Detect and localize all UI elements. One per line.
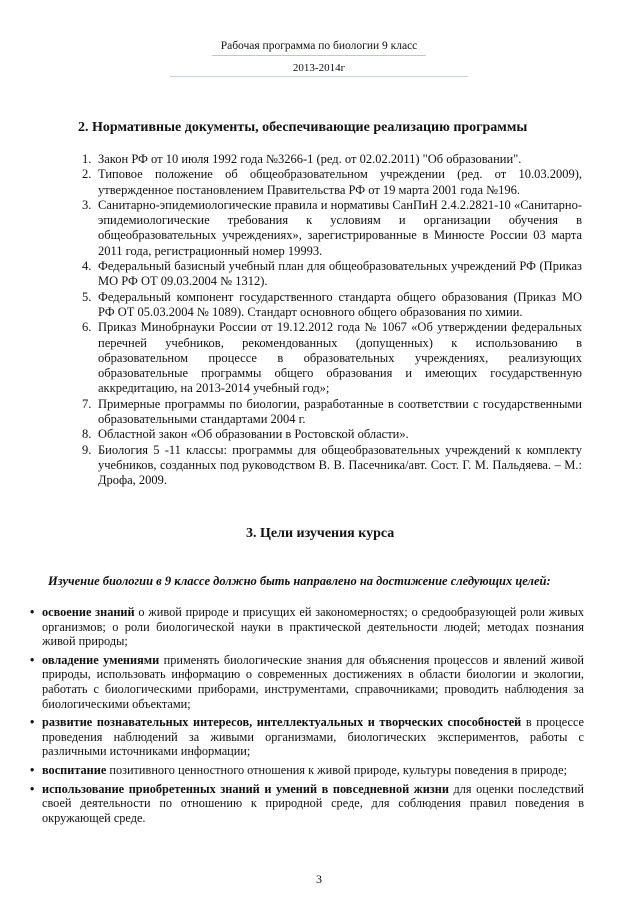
- list-number: 3.: [82, 197, 92, 212]
- goal-keyword: развитие познавательных интересов, интеллектуальных и творческих способностей: [42, 715, 522, 730]
- list-item: [66, 167, 582, 198]
- list-item: [66, 397, 582, 428]
- list-item: [30, 715, 585, 759]
- goal-text: для оценки последствий своей деятельности по отношению к природной среде, для соблюдения правил поведения в окружающей среде.: [42, 781, 584, 825]
- goals-intro: Изучение биологии в 9 классе должно быть направлено на достижение следующих целей:: [48, 574, 551, 588]
- list-item: [66, 152, 582, 167]
- goal-text: о живой природе и присущих ей закономерностях; о средообразующей роли живых организмов; о роли биологической науки в практической деятельности людей; методах познания живой природы;: [42, 605, 584, 649]
- list-number: 6.: [82, 320, 92, 335]
- goal-keyword: овладение умениями: [42, 652, 160, 667]
- list-item: [66, 443, 582, 489]
- list-item: [66, 427, 582, 442]
- list-number: 5.: [82, 289, 92, 304]
- list-item-text: Биология 5 -11 классы: программы для общеобразовательных учреждений к комплекту учебников, созданных под руководством В. В. Пасечника/авт. Сост. Г. М. Пальдяева. – М.: Дрофа, 2009.: [98, 442, 582, 488]
- list-item-text: Областной закон «Об образовании в Ростовской области».: [98, 427, 409, 442]
- section-heading-normative: 2. Нормативные документы, обеспечивающие реализацию программы: [78, 120, 528, 135]
- list-item-text: Закон РФ от 10 июля 1992 года №3266-1 (ред. от 02.02.2011) "Об образовании".: [98, 152, 522, 166]
- list-item-text: Примерные программы по биологии, разработанные в соответствии с государственными образовательными стандартами 2004 г.: [98, 396, 582, 427]
- goal-keyword: воспитание: [42, 762, 107, 777]
- header-divider: [212, 55, 426, 56]
- list-item: [30, 781, 584, 826]
- list-item-text: Санитарно-эпидемиологические правила и нормативы СанПиН 2.4.2.2821-10 «Санитарно-эпидемиологические требования к условиям и организации обучения в общеобразовательных учреждениях», зарегистрированные в Минюсте России 03 марта 2011 года, регистрационный номер 19993.: [98, 197, 582, 258]
- list-item: [66, 290, 582, 321]
- list-number: 1.: [82, 152, 92, 166]
- list-item-text: Приказ Минобрнауки России от 19.12.2012 года № 1067 «Об утверждении федеральных перечней учебников, рекомендованных (допущенных) к использованию в образовательном процессе в образовательных учреждениях, реализующих образовательные программы общего образования и имеющих государственную аккредитацию, на 2013-2014 учебный год»;: [98, 320, 582, 396]
- list-number: 7.: [82, 396, 92, 411]
- bullet-icon: •: [30, 652, 35, 667]
- bullet-icon: •: [30, 781, 35, 796]
- header-divider: [170, 76, 468, 77]
- page-number: 3: [316, 872, 322, 886]
- header-year: 2013-2014г: [292, 62, 346, 74]
- list-number: 4.: [82, 259, 92, 274]
- list-item: [66, 320, 582, 396]
- list-item: [30, 762, 584, 778]
- goal-keyword: освоение знаний: [42, 605, 135, 619]
- list-item: [66, 198, 582, 259]
- list-number: 9.: [82, 442, 92, 457]
- list-number: 8.: [82, 427, 92, 442]
- goal-text: в процессе проведения наблюдений за живыми организмами, биологических экспериментов, работы с различными источниками информации;: [42, 715, 585, 759]
- list-item-text: Федеральный базисный учебный план для общеобразовательных учреждений РФ (Приказ МО РФ ОТ 09.03.2004 № 1312).: [98, 259, 582, 289]
- bullet-icon: •: [30, 605, 35, 619]
- list-item: [30, 605, 584, 649]
- list-item-text: Типовое положение об общеобразовательном учреждении (ред. от 10.03.2009), утвержденное постановлением Правительства РФ от 19 марта 2001 года №196.: [98, 167, 582, 197]
- bullet-icon: •: [30, 715, 35, 730]
- normative-documents-list: [66, 152, 582, 489]
- goal-keyword: использование приобретенных знаний и умений в повседневной жизни: [42, 781, 449, 796]
- list-item-text: Федеральный компонент государственного стандарта общего образования (Приказ МО РФ ОТ 05.03.2004 № 1089). Стандарт основного общего образования по химии.: [98, 289, 582, 319]
- goals-list: [30, 605, 585, 829]
- bullet-icon: •: [30, 762, 35, 777]
- list-number: 2.: [82, 167, 92, 182]
- list-item: [30, 652, 585, 711]
- goal-text: позитивного ценностного отношения к живой природе, культуры поведения в природе;: [106, 762, 568, 777]
- goal-text: применять биологические знания для объяснения процессов и явлений живой природы, использовать информацию о современных достижениях в области биологии и экологии, работать с биологическими приборами, инструментами, справочниками; проводить наблюдения за биологическими объектами;: [42, 652, 585, 711]
- header-title: Рабочая программа по биологии 9 класс: [220, 40, 418, 52]
- list-item: [66, 259, 582, 290]
- section-heading-goals: 3. Цели изучения курса: [246, 526, 395, 541]
